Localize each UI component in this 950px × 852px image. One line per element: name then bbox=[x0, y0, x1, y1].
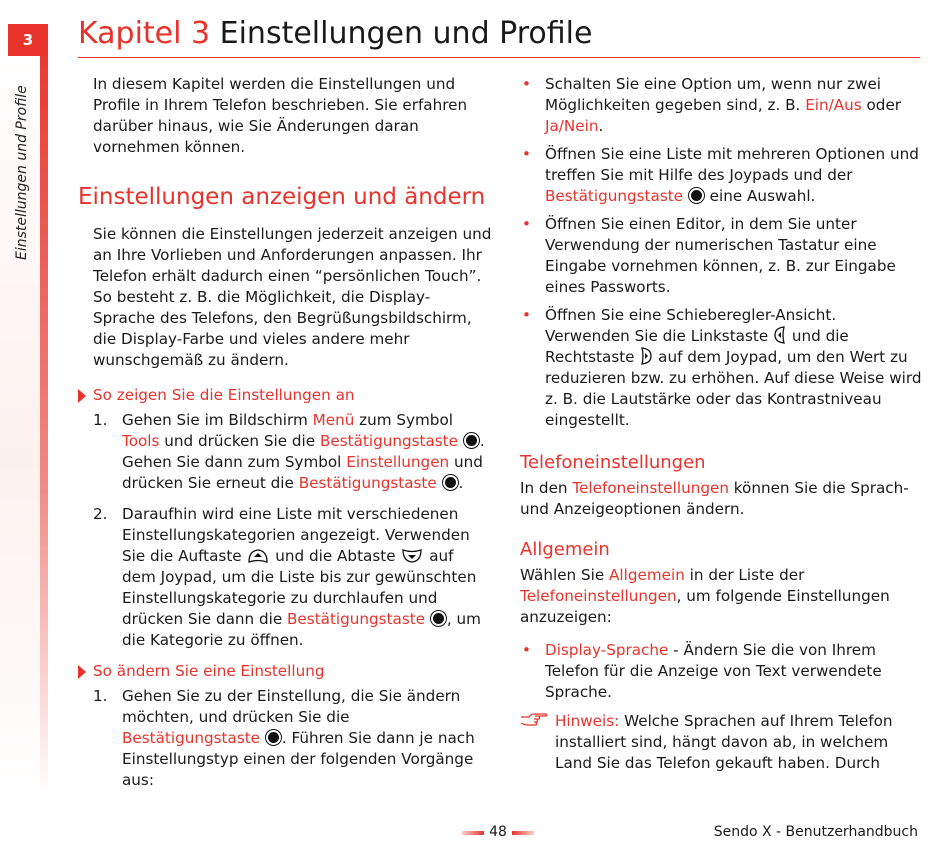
title-prefix: Kapitel 3 bbox=[78, 16, 211, 51]
bullet-icon: • bbox=[522, 641, 531, 659]
note-label: Hinweis: bbox=[555, 712, 620, 730]
joypad-left-icon bbox=[774, 326, 786, 344]
left-column bbox=[78, 74, 492, 801]
settings-term: Einstellungen bbox=[346, 453, 450, 471]
tools-term: Tools bbox=[122, 432, 160, 450]
subsection-heading: Allgemein bbox=[520, 539, 610, 560]
confirm-key-term: Bestätigungstaste bbox=[287, 610, 426, 628]
list-item: • Schalten Sie eine Option um, wenn nur zwei Möglichkeiten gegeben sind, z. B. Ein/Aus oder Ja/Nein. bbox=[522, 75, 902, 135]
procedure-steps bbox=[78, 410, 492, 651]
chapter-number-tab: 3 bbox=[8, 24, 48, 56]
step-number: 1. bbox=[93, 411, 108, 429]
menu-term: Menü bbox=[312, 411, 355, 429]
procedure-title-text: So zeigen Sie die Einstellungen an bbox=[93, 386, 355, 404]
procedure-title bbox=[78, 385, 492, 406]
list-item: • Öffnen Sie eine Schieberegler-Ansicht. Verwenden Sie die Linkstaste und die Rechtstaste auf dem Joypad, um den Wert zu reduzieren bzw. zu erhöhen. Auf diese Weise wird z. B. die Lautstärke oder das Kontrastniveau eingestellt. bbox=[522, 306, 922, 429]
confirm-key-icon bbox=[431, 611, 446, 626]
title-divider bbox=[78, 57, 920, 58]
confirm-key-icon bbox=[689, 188, 704, 203]
joypad-up-icon bbox=[247, 548, 269, 564]
list-item: 2. Daraufhin wird eine Liste mit verschiedenen Einstellungskategorien angezeigt. Verwenden Sie die Auftaste und die Abtaste auf dem Joypad, um die Liste bis zur gewünschten Einstellungskategorie zu durchlaufen und drücken Sie dann die Bestätigungstaste , um die Kategorie zu öffnen. bbox=[93, 505, 481, 649]
step-number: 1. bbox=[93, 687, 108, 705]
section-paragraph: Sie können die Einstellungen jederzeit anzeigen und an Ihre Vorlieben und Anforderungen anpassen. Ihr Telefon erhält dadurch einen “persönlichen Touch”. So besteht z. B. die Möglichkeit, die Display-Sprache des Telefons, den Begrüßungsbildschirm, die Display-Farbe und vieles andere mehr wunschgemäß zu ändern. bbox=[93, 225, 492, 369]
page-footer bbox=[0, 820, 950, 844]
note-block: Hinweis: Welche Sprachen auf Ihrem Telefon installiert sind, hängt davon ab, in welchem Land Sie das Telefon gekauft haben. Durch bbox=[520, 711, 924, 774]
subsection-paragraph: In den Telefoneinstellungen können Sie die Sprach- und Anzeigeoptionen ändern. bbox=[520, 479, 909, 518]
bullet-icon: • bbox=[522, 215, 531, 233]
triangle-bullet-icon bbox=[78, 389, 86, 403]
confirm-key-icon bbox=[464, 433, 479, 448]
option-bullets bbox=[520, 74, 924, 431]
subsection-paragraph: Wählen Sie Allgemein in der Liste der Telefoneinstellungen, um folgende Einstellungen anzuzeigen: bbox=[520, 566, 890, 626]
step-number: 2. bbox=[93, 505, 108, 523]
confirm-key-term: Bestätigungstaste bbox=[298, 474, 437, 492]
joypad-down-icon bbox=[401, 548, 423, 564]
section-heading: Einstellungen anzeigen und ändern bbox=[78, 184, 486, 210]
triangle-bullet-icon bbox=[78, 665, 86, 679]
bullet-icon: • bbox=[522, 306, 531, 324]
confirm-key-term: Bestätigungstaste bbox=[122, 729, 261, 747]
procedure-title bbox=[78, 661, 492, 682]
title-rest: Einstellungen und Profile bbox=[219, 16, 593, 51]
page-title bbox=[78, 14, 592, 54]
list-item: • Öffnen Sie eine Liste mit mehreren Optionen und treffen Sie mit Hilfe des Joypads und der Bestätigungstaste eine Auswahl. bbox=[522, 145, 919, 205]
bullet-icon: • bbox=[522, 75, 531, 93]
list-item: • Display-Sprache - Ändern Sie die von Ihrem Telefon für die Anzeige von Text verwendete Sprache. bbox=[522, 641, 882, 701]
pointing-hand-icon bbox=[520, 712, 548, 730]
chapter-side-strip bbox=[40, 24, 48, 794]
confirm-key-term: Bestätigungstaste bbox=[319, 432, 458, 450]
book-title: Sendo X - Benutzerhandbuch bbox=[713, 824, 918, 840]
confirm-key-icon bbox=[443, 475, 458, 490]
chapter-side-label: Einstellungen und Profile bbox=[14, 85, 30, 260]
bullet-icon: • bbox=[522, 145, 531, 163]
procedure-steps bbox=[78, 686, 492, 791]
intro-paragraph: In diesem Kapitel werden die Einstellungen und Profile in Ihrem Telefon beschrieben. Sie erfahren darüber hinaus, wie Sie Änderungen daran vornehmen können. bbox=[93, 75, 468, 156]
page-number: 48 bbox=[462, 822, 534, 842]
setting-bullets bbox=[520, 640, 924, 703]
confirm-key-icon bbox=[266, 730, 281, 745]
list-item: 1. Gehen Sie im Bildschirm Menü zum Symbol Tools und drücken Sie die Bestätigungstaste . Gehen Sie dann zum Symbol Einstellungen und drücken Sie erneut die Bestätigungstaste . bbox=[93, 411, 485, 492]
right-column bbox=[520, 74, 924, 774]
procedure-title-text: So ändern Sie eine Einstellung bbox=[93, 662, 325, 680]
list-item: 1. Gehen Sie zu der Einstellung, die Sie ändern möchten, und drücken Sie die Bestätigungstaste . Führen Sie dann je nach Einstellungstyp einen der folgenden Vorgänge aus: bbox=[93, 687, 475, 789]
list-item: • Öffnen Sie einen Editor, in dem Sie unter Verwendung der numerischen Tastatur eine Eingabe vornehmen können, z. B. zur Eingabe eines Passworts. bbox=[522, 215, 896, 296]
joypad-right-icon bbox=[640, 347, 652, 365]
subsection-heading: Telefoneinstellungen bbox=[520, 452, 706, 473]
